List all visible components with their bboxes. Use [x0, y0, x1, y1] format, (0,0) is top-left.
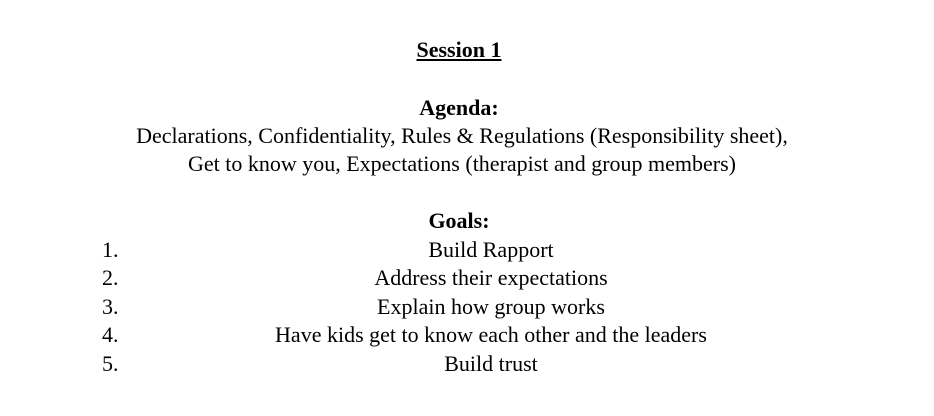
agenda-line: Get to know you, Expectations (therapist and group members) [187, 151, 737, 176]
goal-item [0, 293, 934, 321]
goals-heading: Goals: [428, 208, 490, 233]
session-title: Session 1 [416, 37, 502, 62]
goal-text: Build Rapport [428, 237, 554, 262]
goal-number: 5. [102, 350, 119, 376]
goal-text: Build trust [444, 350, 538, 376]
goal-item [0, 321, 934, 349]
goal-number: 3. [102, 293, 119, 319]
goal-item [0, 236, 934, 264]
agenda-line: Declarations, Confidentiality, Rules & Regulations (Responsibility sheet), [136, 123, 788, 148]
agenda-heading: Agenda: [419, 95, 499, 120]
goal-text: Have kids get to know each other and the leaders [275, 322, 707, 348]
goals-list [0, 236, 934, 378]
goal-item [0, 350, 934, 378]
goal-text: Explain how group works [377, 293, 605, 319]
goal-number: 1. [102, 237, 119, 262]
goal-number: 2. [102, 265, 119, 291]
goal-number: 4. [102, 322, 119, 348]
goal-text: Address their expectations [374, 265, 608, 291]
goal-item [0, 264, 934, 292]
